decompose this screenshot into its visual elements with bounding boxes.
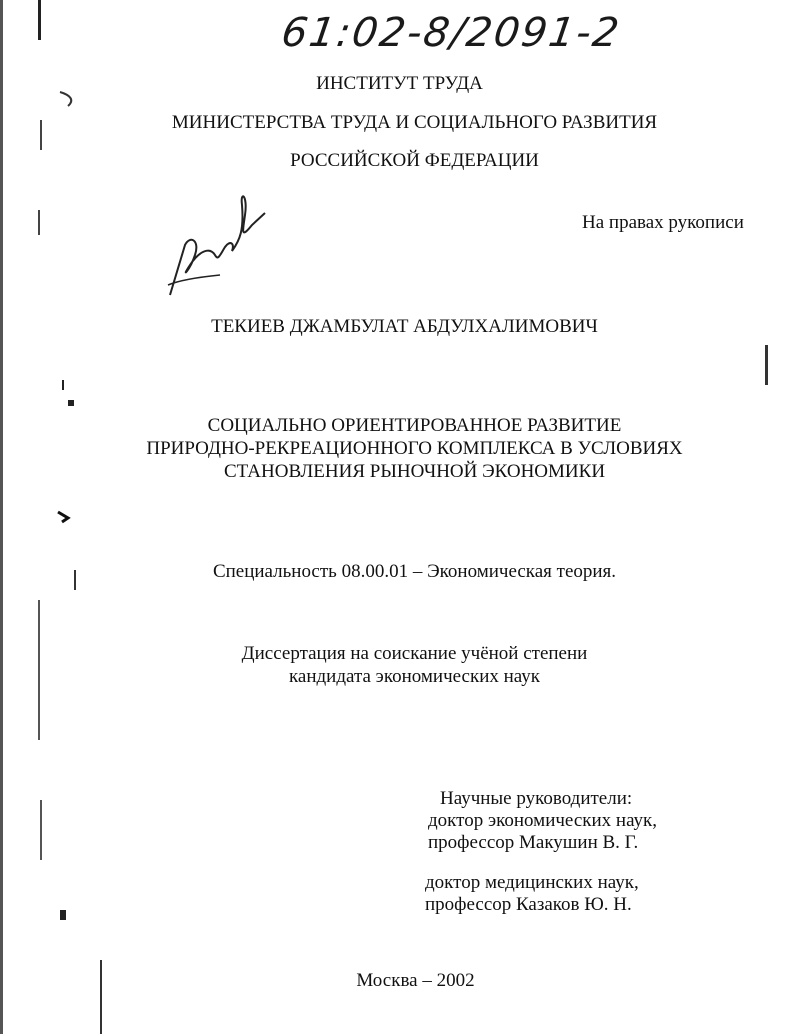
supervisor-name: профессор Казаков Ю. Н. [425, 894, 632, 915]
supervisor-name: профессор Макушин В. Г. [428, 832, 639, 853]
title-line: СОЦИАЛЬНО ОРИЕНТИРОВАННОЕ РАЗВИТИЕ [207, 415, 622, 436]
federation-name: РОССИЙСКОЙ ФЕДЕРАЦИИ [290, 150, 539, 171]
archive-number: 61:02-8/2091-2 [278, 10, 624, 56]
scan-margin-mark [765, 345, 768, 385]
title-line: СТАНОВЛЕНИЯ РЫНОЧНОЙ ЭКОНОМИКИ [223, 461, 606, 482]
supervisor-degree: доктор медицинских наук, [425, 872, 639, 893]
institute-name: ИНСТИТУТ ТРУДА [316, 73, 483, 94]
signature-icon [160, 185, 270, 300]
rights-note: На правах рукописи [582, 212, 744, 233]
supervisors-heading: Научные руководители: [440, 788, 633, 809]
city-year: Москва – 2002 [356, 970, 475, 991]
dissertation-line: Диссертация на соискание учёной степени [241, 643, 588, 664]
author-name: ТЕКИЕВ ДЖАМБУЛАТ АБДУЛХАЛИМОВИЧ [211, 316, 598, 337]
specialty: Специальность 08.00.01 – Экономическая теория. [212, 561, 617, 582]
title-line: ПРИРОДНО-РЕКРЕАЦИОННОГО КОМПЛЕКСА В УСЛОВИЯХ [146, 438, 683, 459]
supervisor-degree: доктор экономических наук, [428, 810, 658, 831]
ministry-name: МИНИСТЕРСТВА ТРУДА И СОЦИАЛЬНОГО РАЗВИТИЯ [171, 112, 658, 133]
dissertation-line: кандидата экономических наук [288, 666, 541, 687]
